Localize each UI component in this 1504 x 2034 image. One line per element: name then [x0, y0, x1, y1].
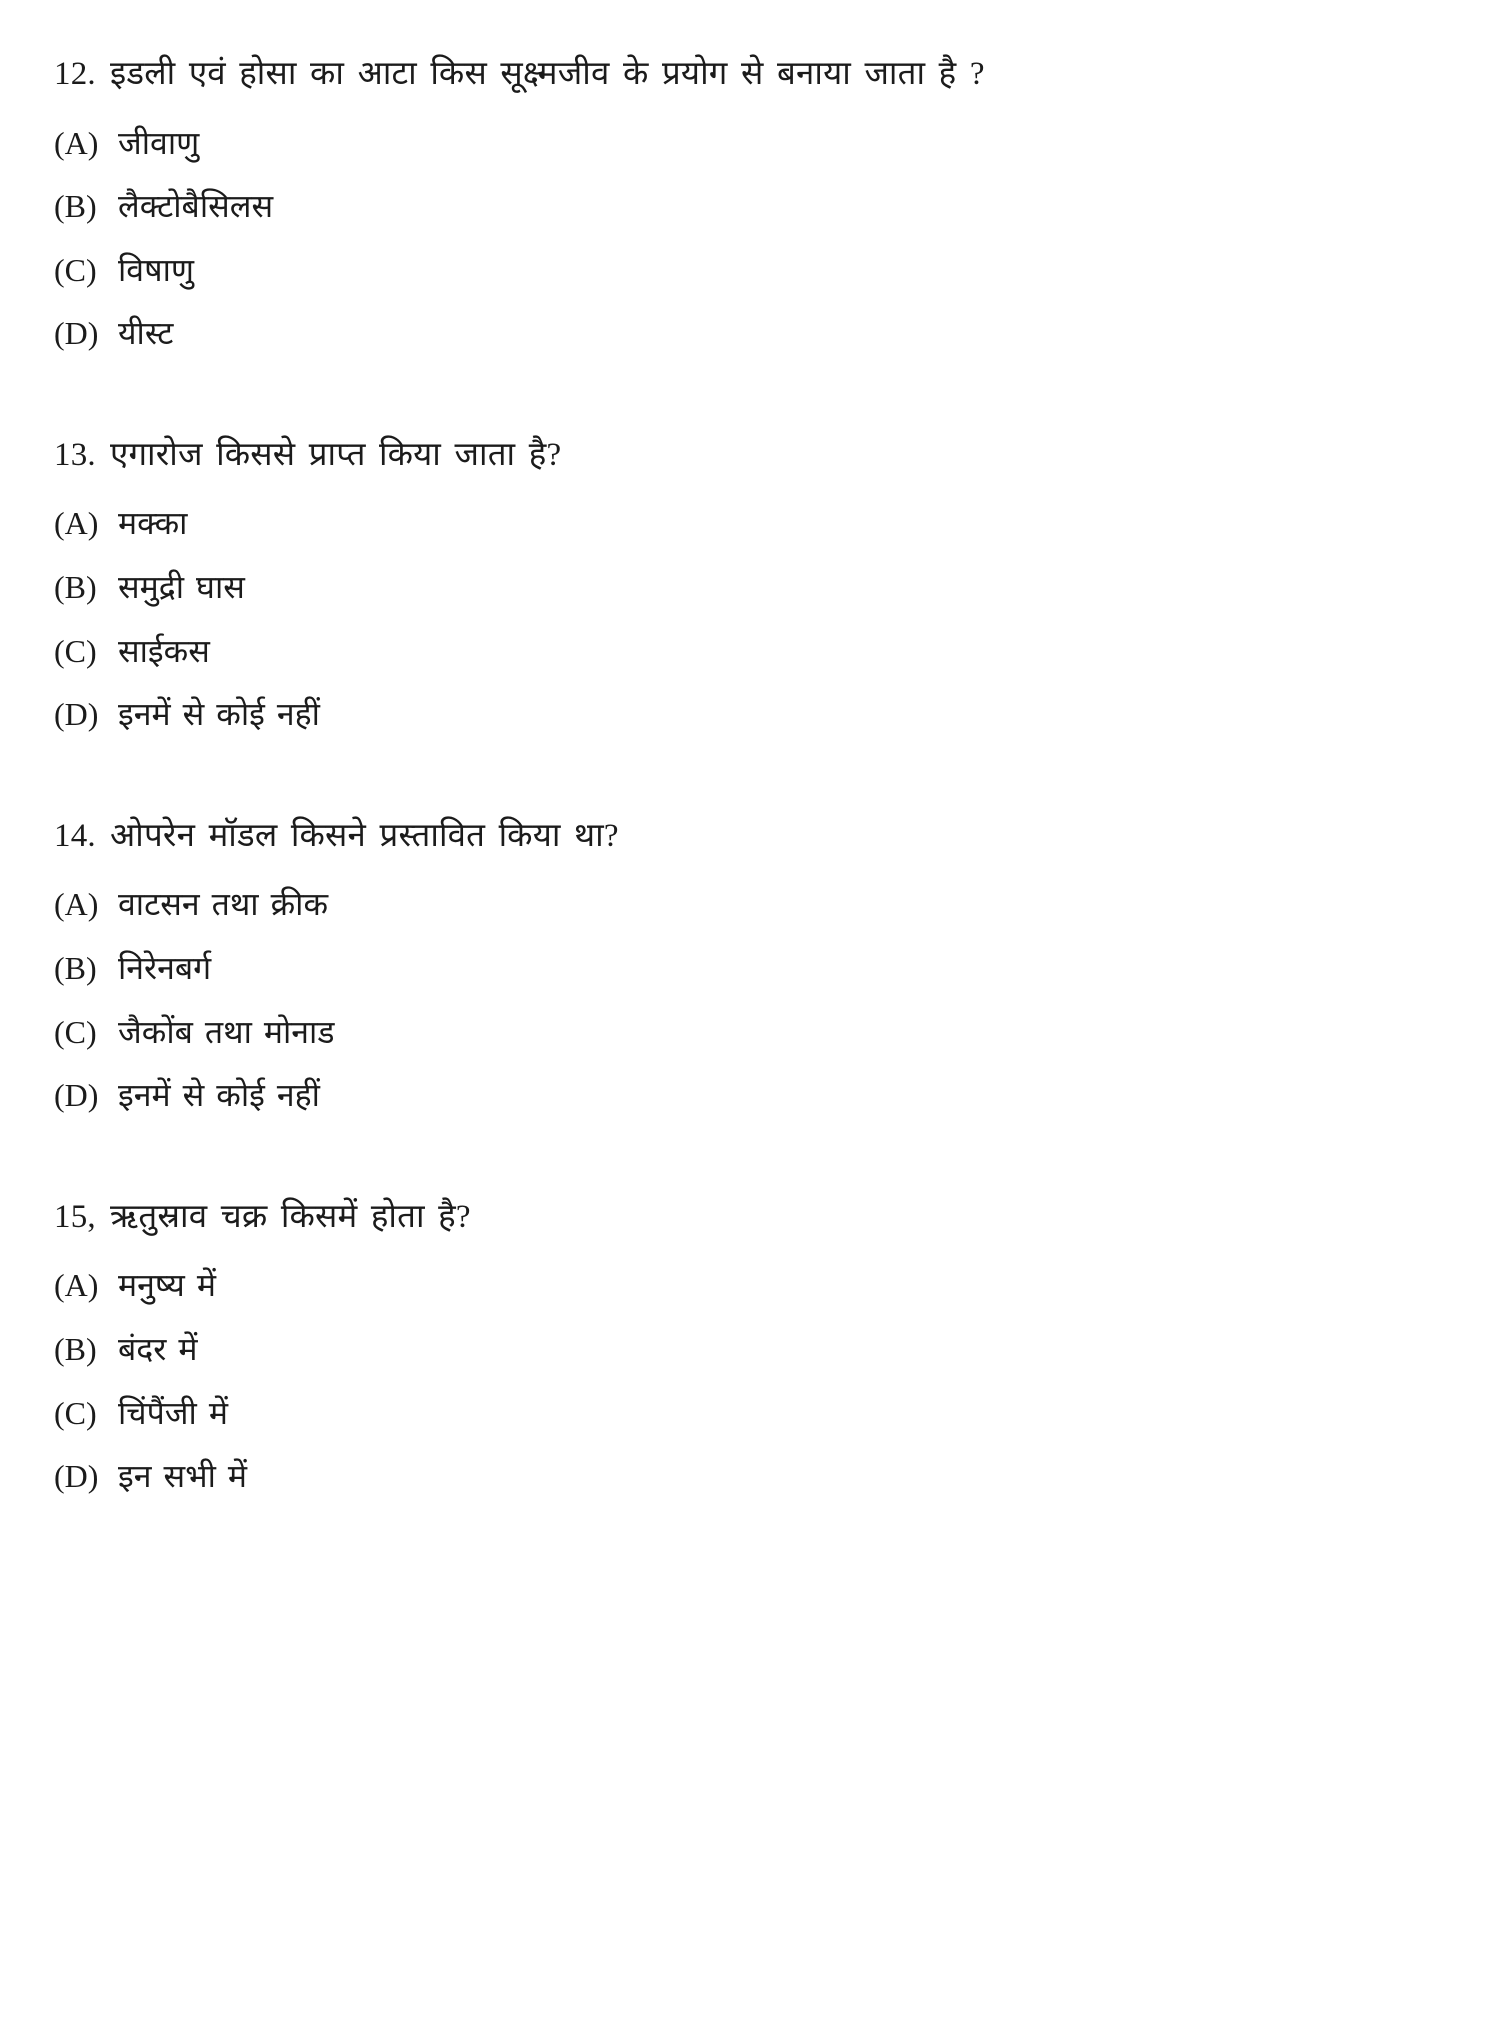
option-label: (D) — [54, 696, 99, 733]
option-row — [52, 186, 1434, 228]
question-heading — [52, 52, 1434, 97]
question-item — [52, 433, 1434, 736]
option-row — [52, 1075, 1434, 1117]
option-text: विषाणु — [118, 251, 195, 288]
question-item — [52, 52, 1434, 355]
question-text: ऋतुस्राव चक्र किसमें होता है? — [110, 1198, 471, 1235]
option-label: (C) — [54, 1013, 97, 1050]
question-heading — [52, 1195, 1434, 1240]
option-label: (C) — [54, 251, 97, 288]
question-number: 12. — [54, 56, 96, 92]
option-text: जीवाणु — [118, 124, 200, 161]
option-label: (A) — [54, 124, 99, 161]
option-label: (C) — [54, 632, 97, 669]
question-heading — [52, 814, 1434, 859]
option-text: साईकस — [118, 632, 210, 669]
option-text: वाटसन तथा क्रीक — [118, 886, 329, 923]
option-text: इनमें से कोई नहीं — [118, 1077, 320, 1114]
option-row — [52, 567, 1434, 609]
option-label: (A) — [54, 1267, 99, 1304]
option-row — [52, 1265, 1434, 1307]
question-text: ओपरेन मॉडल किसने प्रस्तावित किया था? — [110, 817, 619, 854]
option-text: मक्का — [118, 505, 188, 542]
question-number: 14. — [54, 817, 96, 854]
option-label: (D) — [54, 1077, 99, 1114]
option-row — [52, 1393, 1434, 1435]
option-label: (B) — [54, 569, 97, 606]
option-row — [52, 503, 1434, 545]
option-label: (B) — [54, 1330, 97, 1367]
option-row — [52, 1012, 1434, 1054]
option-label: (A) — [54, 886, 99, 923]
question-item — [52, 814, 1434, 1117]
option-row — [52, 313, 1434, 355]
option-row — [52, 123, 1434, 165]
question-text: इडली एवं होसा का आटा किस सूक्ष्मजीव के प्रयोग से बनाया जाता है ? — [110, 56, 985, 92]
question-number: 13. — [54, 436, 96, 473]
option-text: इन सभी में — [118, 1458, 248, 1495]
option-label: (B) — [54, 949, 97, 986]
question-text: एगारोज किससे प्राप्त किया जाता है? — [110, 436, 562, 473]
option-row — [52, 884, 1434, 926]
option-label: (C) — [54, 1394, 97, 1431]
option-text: बंदर में — [118, 1330, 198, 1367]
option-text: इनमें से कोई नहीं — [118, 696, 320, 733]
option-text: मनुष्य में — [118, 1267, 216, 1304]
option-row — [52, 1329, 1434, 1371]
option-row — [52, 948, 1434, 990]
question-number: 15, — [54, 1198, 96, 1235]
option-label: (A) — [54, 505, 99, 542]
option-text: समुद्री घास — [118, 569, 245, 606]
option-text: लैक्टोबैसिलस — [118, 188, 274, 225]
option-text: जैकोंब तथा मोनाड — [118, 1013, 335, 1050]
option-row — [52, 1456, 1434, 1498]
option-row — [52, 694, 1434, 736]
option-row — [52, 631, 1434, 673]
option-label: (B) — [54, 188, 97, 225]
option-label: (D) — [54, 1458, 99, 1495]
option-text: यीस्ट — [118, 315, 174, 352]
option-text: निरेनबर्ग — [118, 949, 212, 986]
question-item — [52, 1195, 1434, 1498]
option-label: (D) — [54, 315, 99, 352]
option-row — [52, 250, 1434, 292]
question-heading — [52, 433, 1434, 478]
option-text: चिंपैंजी में — [118, 1394, 228, 1431]
